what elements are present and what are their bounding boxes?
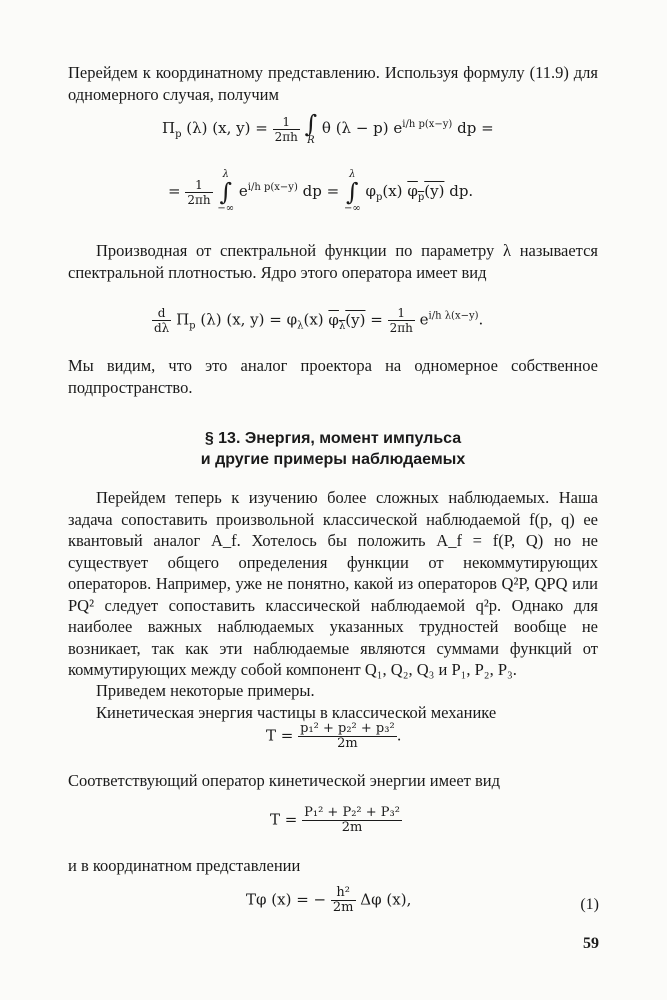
- eq3-conjugate: $\varphi_\lambda(y)$: [328, 310, 366, 332]
- paragraph-5: Приведем некоторые примеры.: [96, 681, 315, 700]
- eq2-integral-2: λ ∫ −∞: [343, 169, 361, 214]
- eq2-conjugate: $\varphi_p(y)$: [407, 182, 445, 203]
- section-heading-line-1: § 13. Энергия, момент импульса: [204, 430, 462, 447]
- equation-spectral-density: $\frac{d}{d\lambda}$ $\Pi_p$ (λ) (x, $y) = \varphi_\lambda(x) \varphi_\lambda(y)$ = $\frac{1}{2\pi h}$ $e^{i/h \lambda(x-y)}$.: [154, 306, 484, 335]
- eq1-tail: dp =: [457, 119, 494, 137]
- eq1-lhs-args: (λ) (x, y) =: [186, 119, 268, 137]
- eq3-exponent: i/h λ(x−y): [428, 310, 479, 322]
- paragraph-6: Кинетическая энергия частицы в классической механике: [96, 703, 497, 722]
- eq1-exponent: i/h p(x−y): [402, 119, 453, 130]
- section-heading-line-2: и другие примеры наблюдаемых: [200, 451, 466, 468]
- equation-spectral-function: [162, 112, 494, 146]
- eq2-mid: dp =: [302, 182, 340, 200]
- eq2-integrand: e: [238, 182, 248, 200]
- eq2-tail: dp.: [449, 182, 474, 200]
- eq1-integrand: θ (λ − p) e: [321, 119, 403, 137]
- section-heading: [68, 428, 598, 470]
- equation-coordinate-representation: Tφ (x) = − $\frac{\text{h²}}{2m}$ Δφ (x),: [246, 885, 412, 915]
- eq2-integral-1: λ ∫ −∞: [217, 169, 235, 214]
- equation-spectral-function-cont: = $\frac{1}{2\pi h}$ λ ∫ −∞ $e^{i/h p(x-y)}$ dp = λ ∫ −∞ $\varphi_p(x)$ $\varphi_p(y)$ dp.: [168, 169, 474, 214]
- paragraph-8: и в координатном представлении: [68, 856, 301, 875]
- eq3-fraction: $\frac{1}{2\pi h}$: [389, 306, 413, 335]
- eq2-fraction: $\frac{1}{2\pi h}$: [187, 177, 211, 207]
- paragraph-7: Соответствующий оператор кинетической энергии имеет вид: [68, 771, 501, 790]
- eq1-lhs-sub: p: [175, 129, 182, 140]
- paragraph-1: Перейдем к координатному представлению. Используя формулу (11.9) для одномерного случая, получим: [68, 63, 598, 104]
- eq1-fraction: $\frac{1}{2\pi h}$: [274, 114, 298, 144]
- eq1-lhs: Π: [162, 119, 176, 137]
- equation-kinetic-operator: T = $\frac{\text{P₁² + P₂² + P₃²}}{2m}$: [270, 805, 400, 835]
- eq2-lead: =: [168, 182, 181, 200]
- eq3-derivative: $\frac{d}{d\lambda}$: [154, 306, 170, 335]
- eq4-fraction: $\frac{\text{p₁² + p₂² + p₃²}}{2m}$: [300, 721, 395, 751]
- eq6-fraction: $\frac{\text{h²}}{2m}$: [332, 885, 354, 915]
- equation-classical-energy: T = $\frac{\text{p₁² + p₂² + p₃²}}{2m}$ .: [266, 721, 402, 751]
- paragraph-3: Мы видим, что это аналог проектора на одномерное собственное подпространство.: [68, 356, 598, 397]
- equation-number: (1): [580, 896, 599, 913]
- page-number: 59: [583, 935, 599, 952]
- paragraph-2: Производная от спектральной функции по параметру λ называется спектральной плотностью. Ядро этого оператора имеет вид: [68, 241, 598, 282]
- eq2-exponent: i/h p(x−y): [247, 182, 298, 193]
- eq1-integral: ∫ R: [304, 110, 318, 146]
- paragraph-4: Перейдем теперь к изучению более сложных наблюдаемых. Наша задача сопоставить произвольной классической наблюдаемой f(p, q) ее квантовый аналог A_f. Хотелось бы положить A_f = f(P, Q) но не существует общего определения функции от некоммутирующих операторов. Например, уже не понятно, какой из операторов Q²P, QPQ или PQ² следует сопоставить классической наблюдаемой q²p. Однако для наиболее важных наблюдаемых указанных трудностей вообще не возникает, так как эти наблюдаемые являются суммами функций от коммутирующих между собой компонент Q₁, Q₂, Q₃ и P₁, P₂, P₃.: [68, 488, 598, 679]
- eq2-rhs: φ: [365, 182, 376, 200]
- eq5-fraction: $\frac{\text{P₁² + P₂² + P₃²}}{2m}$: [304, 805, 400, 835]
